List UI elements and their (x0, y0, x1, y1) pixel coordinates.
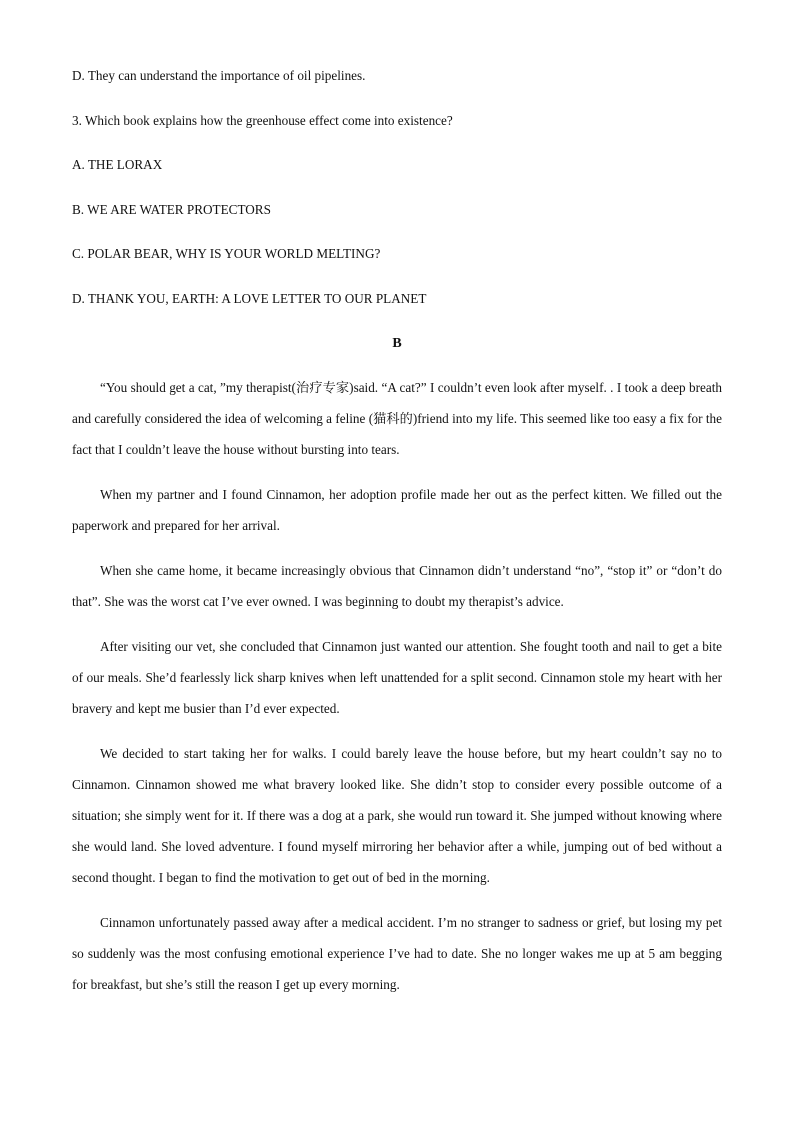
section-title: B (392, 336, 402, 351)
question-3-option-b: B. WE ARE WATER PROTECTORS (72, 202, 271, 217)
passage-paragraph-4: After visiting our vet, she concluded that Cinnamon just wanted our attention. She fought tooth and nail to get a bite of our meals. She’d fearlessly lick sharp knives when left unattended for a split second. Cinnamon stole my heart with her bravery and kept me busier than I’d ever expected. (72, 639, 722, 716)
passage-paragraph-2: When my partner and I found Cinnamon, her adoption profile made her out as the perfect kitten. We filled out the paperwork and prepared for her arrival. (72, 487, 722, 533)
passage-paragraph-5: We decided to start taking her for walks. I could barely leave the house before, but my heart couldn’t say no to Cinnamon. Cinnamon showed me what bravery looked like. She didn’t stop to consider every possible outcome of a situation; she simply went for it. If there was a dog at a park, she would run toward it. She jumped without knowing where she would land. She loved adventure. I found myself mirroring her behavior after a while, jumping out of bed without a second thought. I began to find the motivation to get out of bed in the morning. (72, 746, 722, 885)
passage-paragraph-6: Cinnamon unfortunately passed away after a medical accident. I’m no stranger to sadness or grief, but losing my pet so suddenly was the most confusing emotional experience I’ve had to date. She no longer wakes me up at 5 am begging for breakfast, but she’s still the reason I get up every morning. (72, 915, 722, 992)
question-3-option-d: D. THANK YOU, EARTH: A LOVE LETTER TO OUR PLANET (72, 291, 427, 306)
passage-paragraph-3: When she came home, it became increasingly obvious that Cinnamon didn’t understand “no”, “stop it” or “don’t do that”. She was the worst cat I’ve ever owned. I was beginning to doubt my therapist’s advice. (72, 563, 722, 609)
question-3-option-a: A. THE LORAX (72, 157, 163, 172)
passage-paragraph-1: “You should get a cat, ”my therapist(治疗专家)said. “A cat?” I couldn’t even look after myself. . I took a deep breath and carefully considered the idea of welcoming a feline (猫科的)friend into my life. This seemed like too easy a fix for the fact that I couldn’t leave the house without bursting into tears. (72, 380, 722, 457)
question-2-option-d: D. They can understand the importance of oil pipelines. (72, 68, 366, 83)
question-3-option-c: C. POLAR BEAR, WHY IS YOUR WORLD MELTING? (72, 246, 381, 261)
question-3-stem: 3. Which book explains how the greenhouse effect come into existence? (72, 113, 453, 128)
